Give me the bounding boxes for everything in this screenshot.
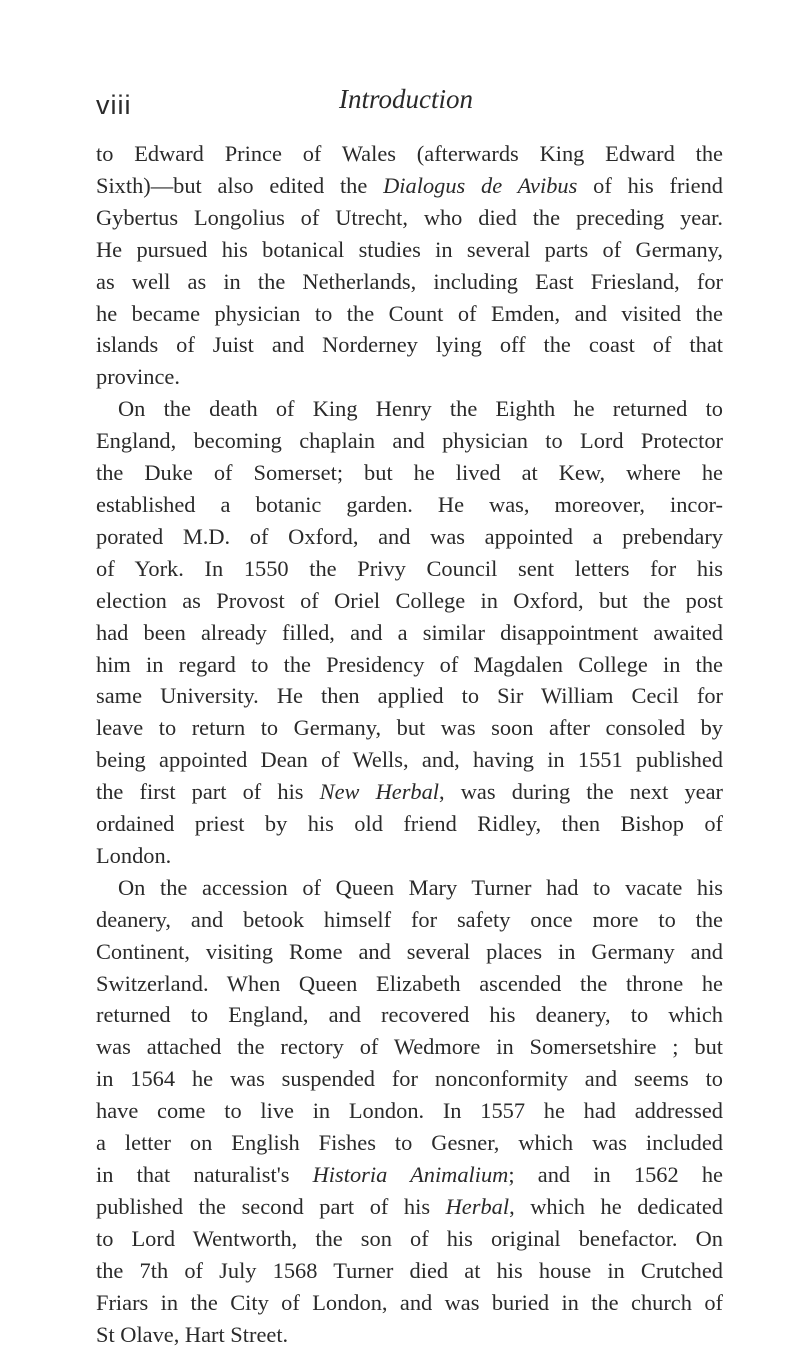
text-line: a letter on English Fishes to Gesner, which was included	[96, 1130, 723, 1156]
text-line: Sixth)—but also edited the Dialogus de Avibus of his friend	[96, 172, 723, 198]
text-line: he became physician to the Count of Emden, and visited the	[96, 300, 723, 326]
text-line: islands of Juist and Norderney lying off the coast of that	[96, 332, 723, 358]
text-line: On the death of King Henry the Eighth he returned to	[118, 396, 723, 422]
text-line: Gybertus Longolius of Utrecht, who died the preceding year.	[96, 204, 723, 230]
italic-title: Dialogus de Avibus	[383, 172, 578, 198]
italic-title: Historia Animalium	[312, 1162, 509, 1187]
text-line: On the accession of Queen Mary Turner had to vacate his	[118, 874, 723, 900]
text-line: province.	[96, 364, 180, 390]
text-line: Continent, visiting Rome and several places in Germany and	[96, 938, 723, 964]
text-line: was attached the rectory of Wedmore in Somersetshire ; but	[96, 1034, 723, 1060]
running-title: Introduction	[339, 84, 473, 114]
text-line: porated M.D. of Oxford, and was appointed a prebendary	[96, 523, 723, 549]
text-line: ordained priest by his old friend Ridley, then Bishop of	[96, 811, 723, 837]
text-line: him in regard to the Presidency of Magdalen College in the	[96, 651, 723, 677]
text-line: published the second part of his Herbal, which he dedicated	[96, 1193, 724, 1219]
text-line: the 7th of July 1568 Turner died at his house in Crutched	[96, 1257, 723, 1283]
text-line: Friars in the City of London, and was buried in the church of	[96, 1289, 723, 1315]
text-line: He pursued his botanical studies in several parts of Germany,	[96, 236, 723, 262]
text-line: leave to return to Germany, but was soon after consoled by	[96, 715, 723, 741]
text-line: had been already filled, and a similar disappointment awaited	[96, 619, 723, 645]
text-line: same University. He then applied to Sir William Cecil for	[96, 683, 723, 709]
text-line: election as Provost of Oriel College in Oxford, but the post	[96, 587, 723, 613]
running-head	[96, 84, 716, 124]
text-line: returned to England, and recovered his deanery, to which	[96, 1002, 723, 1028]
text-line: to Edward Prince of Wales (afterwards King Edward the	[96, 141, 723, 166]
text-line: of York. In 1550 the Privy Council sent letters for his	[96, 555, 723, 581]
page-number: viii	[96, 90, 132, 120]
text-line: England, becoming chaplain and physician to Lord Protector	[96, 428, 723, 454]
body-text	[96, 138, 723, 1350]
text-line: the Duke of Somerset; but he lived at Kew, where he	[96, 460, 723, 486]
text-line: being appointed Dean of Wells, and, having in 1551 published	[96, 747, 723, 773]
text-line: to Lord Wentworth, the son of his original benefactor. On	[96, 1225, 723, 1251]
text-line: have come to live in London. In 1557 he had addressed	[96, 1098, 723, 1124]
text-line: Switzerland. When Queen Elizabeth ascended the throne he	[96, 970, 723, 996]
text-line: London.	[96, 842, 172, 868]
text-line: the first part of his New Herbal, was during the next year	[96, 779, 723, 805]
text-line: St Olave, Hart Street.	[96, 1321, 289, 1347]
text-line: in 1564 he was suspended for nonconformity and seems to	[96, 1066, 723, 1092]
italic-title: Herbal	[445, 1193, 510, 1219]
text-line: deanery, and betook himself for safety once more to the	[96, 906, 723, 932]
text-line: as well as in the Netherlands, including East Friesland, for	[96, 268, 723, 294]
text-line: established a botanic garden. He was, moreover, incor-	[96, 491, 723, 517]
italic-title: New Herbal	[319, 779, 440, 805]
text-line: in that naturalist's Historia Animalium; and in 1562 he	[96, 1162, 723, 1187]
